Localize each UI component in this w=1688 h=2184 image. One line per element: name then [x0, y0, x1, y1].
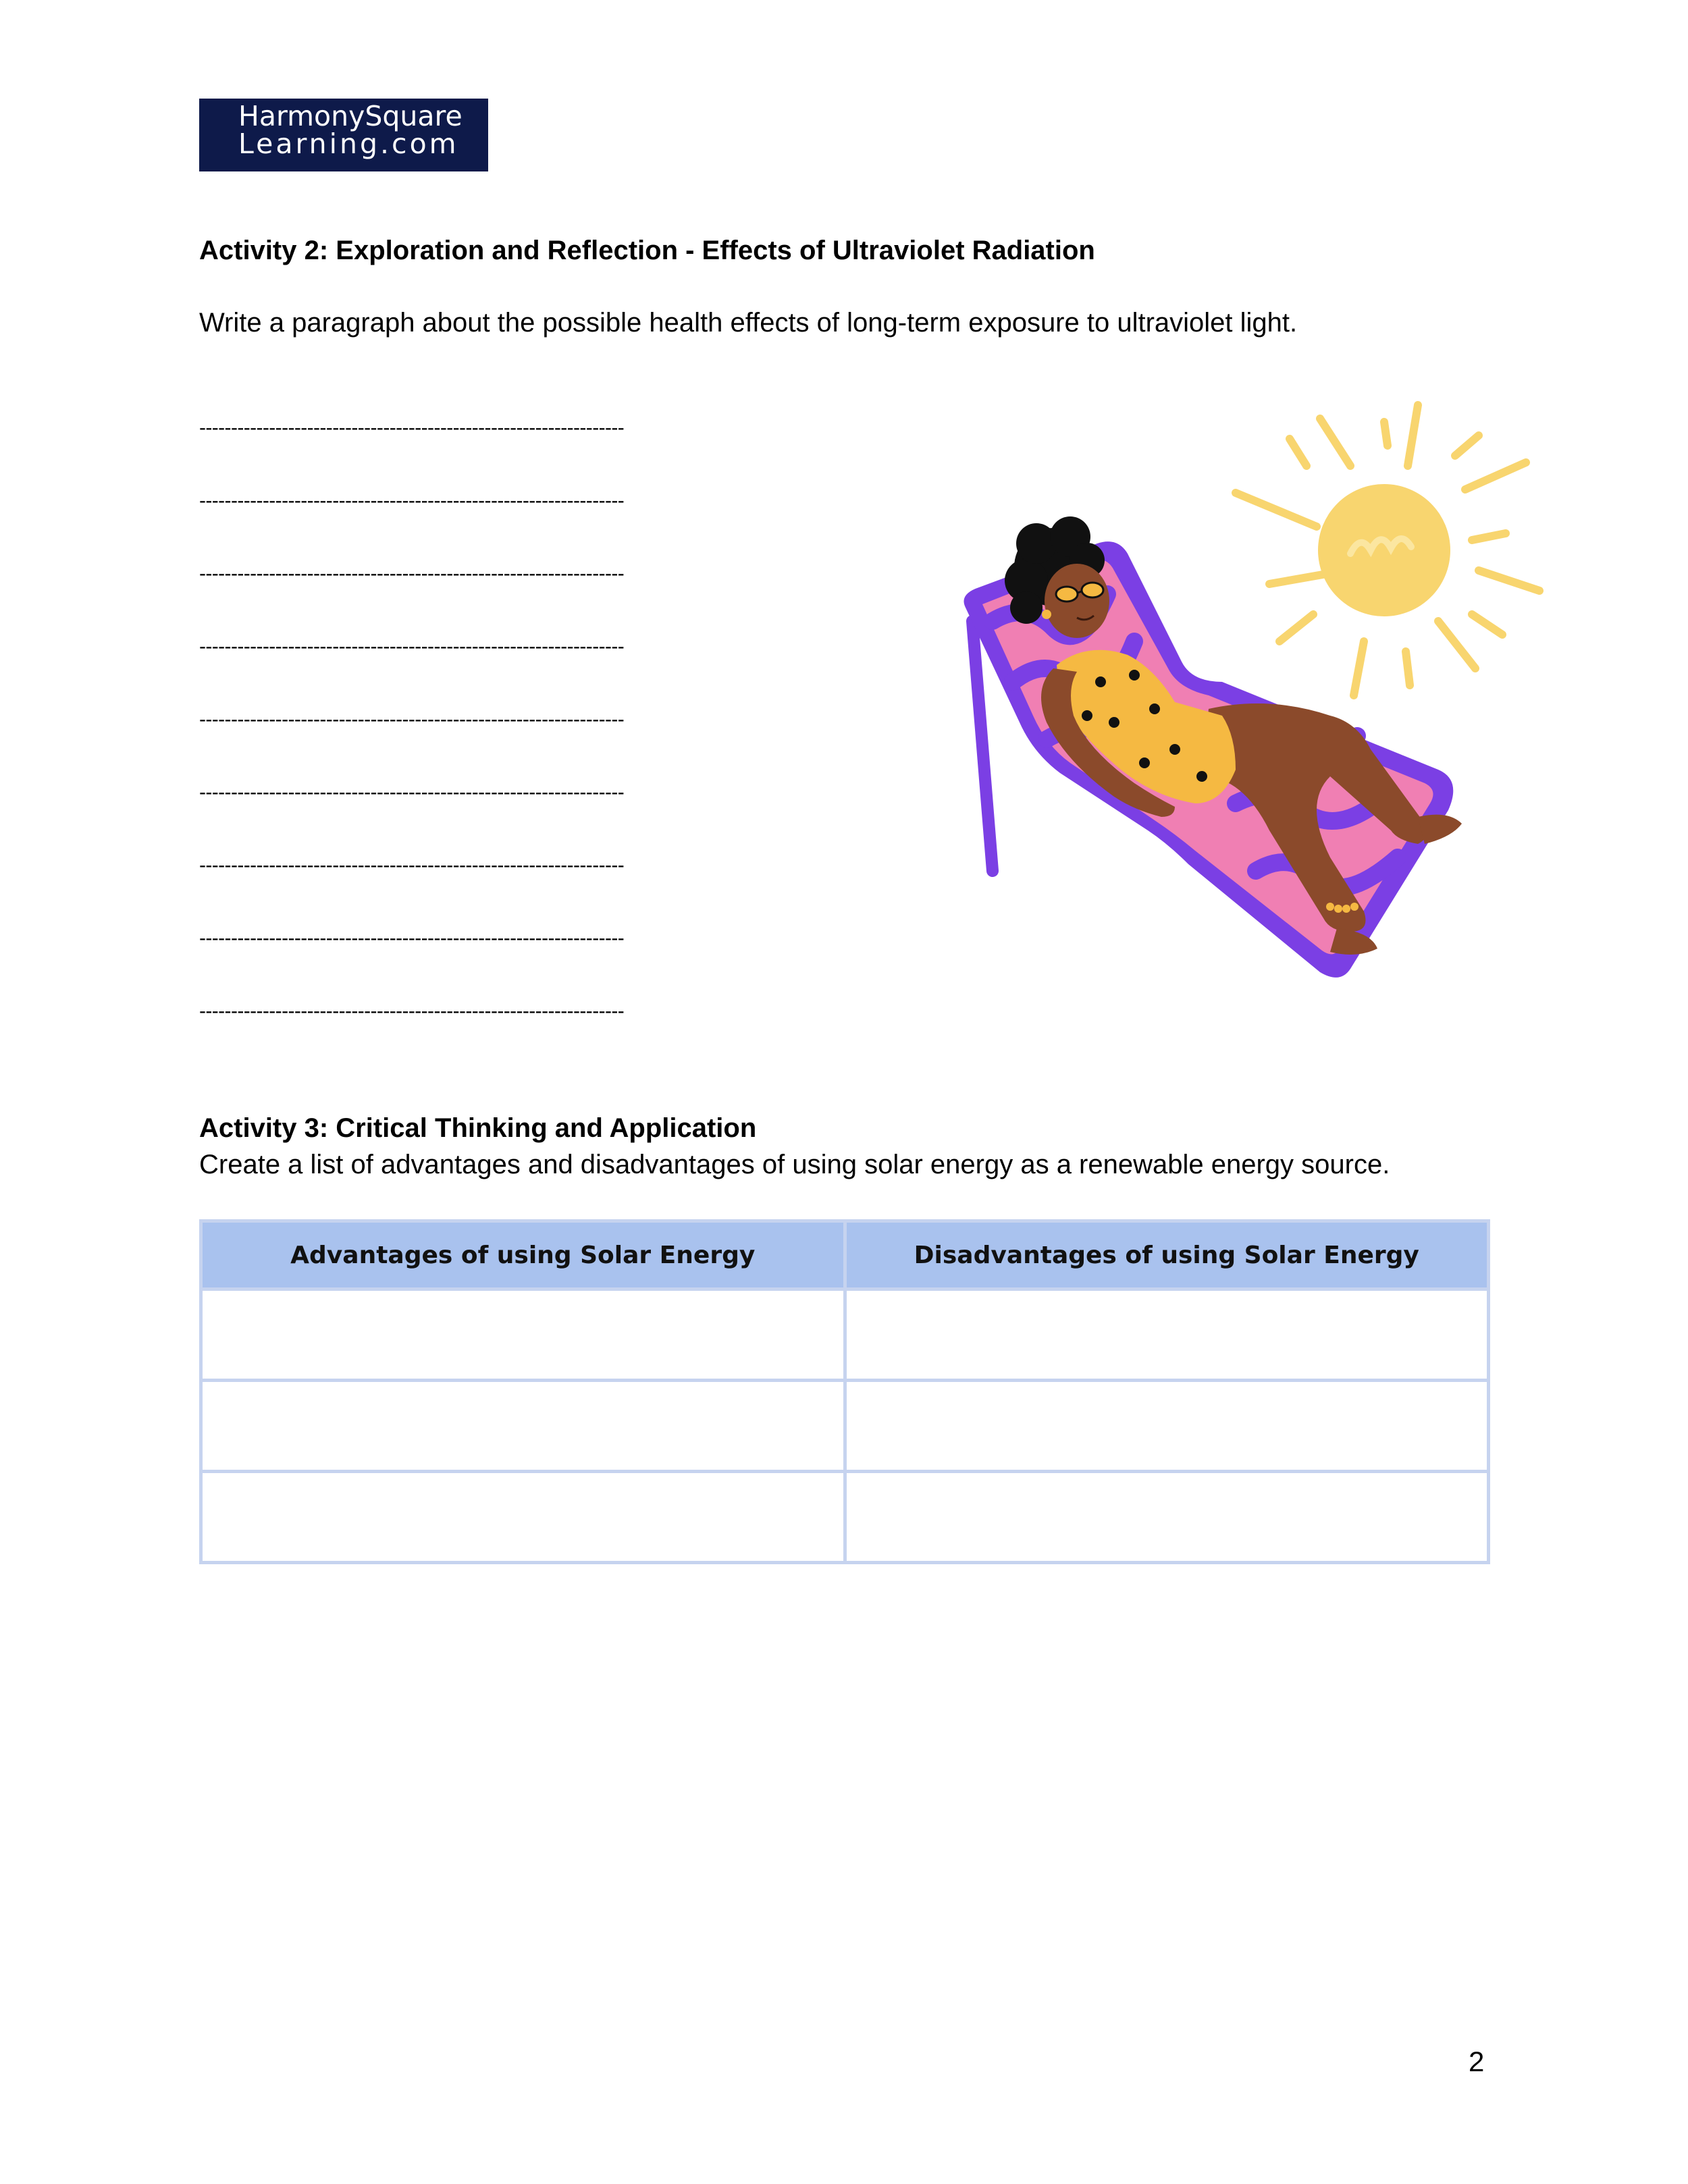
earring — [1042, 610, 1051, 619]
brand-logo — [199, 99, 488, 171]
activity-2-instruction: Write a paragraph about the possible health effects of long-term exposure to ultraviolet light. — [199, 308, 1298, 338]
sunbathing-woman-illustration — [952, 398, 1560, 992]
page-number: 2 — [1469, 2046, 1485, 2077]
advantage-cell[interactable] — [201, 1472, 845, 1563]
logo-line-1: HarmonySquare — [238, 100, 463, 132]
answer-line[interactable]: ------------------------------------------------------------------- — [199, 489, 625, 512]
activity-2-title: Activity 2: Exploration and Reflection - Effects of Ultraviolet Radiation — [199, 236, 1095, 265]
answer-line[interactable]: ------------------------------------------------------------------- — [199, 417, 625, 439]
foot — [1418, 815, 1462, 844]
activity-3-instruction: Create a list of advantages and disadvantages of using solar energy as a renewable energy source. — [199, 1150, 1390, 1179]
advantages-header: Advantages of using Solar Energy — [201, 1221, 845, 1289]
disadvantage-cell[interactable] — [845, 1289, 1489, 1381]
answer-line[interactable]: ------------------------------------------------------------------- — [199, 854, 625, 876]
disadvantages-header: Disadvantages of using Solar Energy — [845, 1221, 1489, 1289]
table-row — [201, 1472, 1489, 1563]
table-header-row — [201, 1221, 1489, 1289]
logo-line-2: Learning.com — [238, 128, 459, 160]
advantage-cell[interactable] — [201, 1381, 845, 1472]
answer-line[interactable]: ------------------------------------------------------------------- — [199, 708, 625, 730]
answer-line[interactable]: ------------------------------------------------------------------- — [199, 781, 625, 803]
answer-line[interactable]: ------------------------------------------------------------------- — [199, 927, 625, 949]
disadvantage-cell[interactable] — [845, 1381, 1489, 1472]
advantage-cell[interactable] — [201, 1289, 845, 1381]
answer-line[interactable]: ------------------------------------------------------------------- — [199, 635, 625, 658]
chair-leg — [972, 621, 993, 871]
table-row — [201, 1381, 1489, 1472]
disadvantage-cell[interactable] — [845, 1472, 1489, 1563]
face — [1045, 564, 1109, 638]
sun-icon — [1236, 405, 1539, 695]
answer-line[interactable]: ------------------------------------------------------------------- — [199, 562, 625, 585]
answer-line[interactable]: ------------------------------------------------------------------- — [199, 1000, 625, 1022]
table-row — [201, 1289, 1489, 1381]
solar-energy-table — [199, 1219, 1490, 1564]
answer-lines — [199, 415, 793, 1071]
activity-3-title: Activity 3: Critical Thinking and Application — [199, 1113, 757, 1143]
